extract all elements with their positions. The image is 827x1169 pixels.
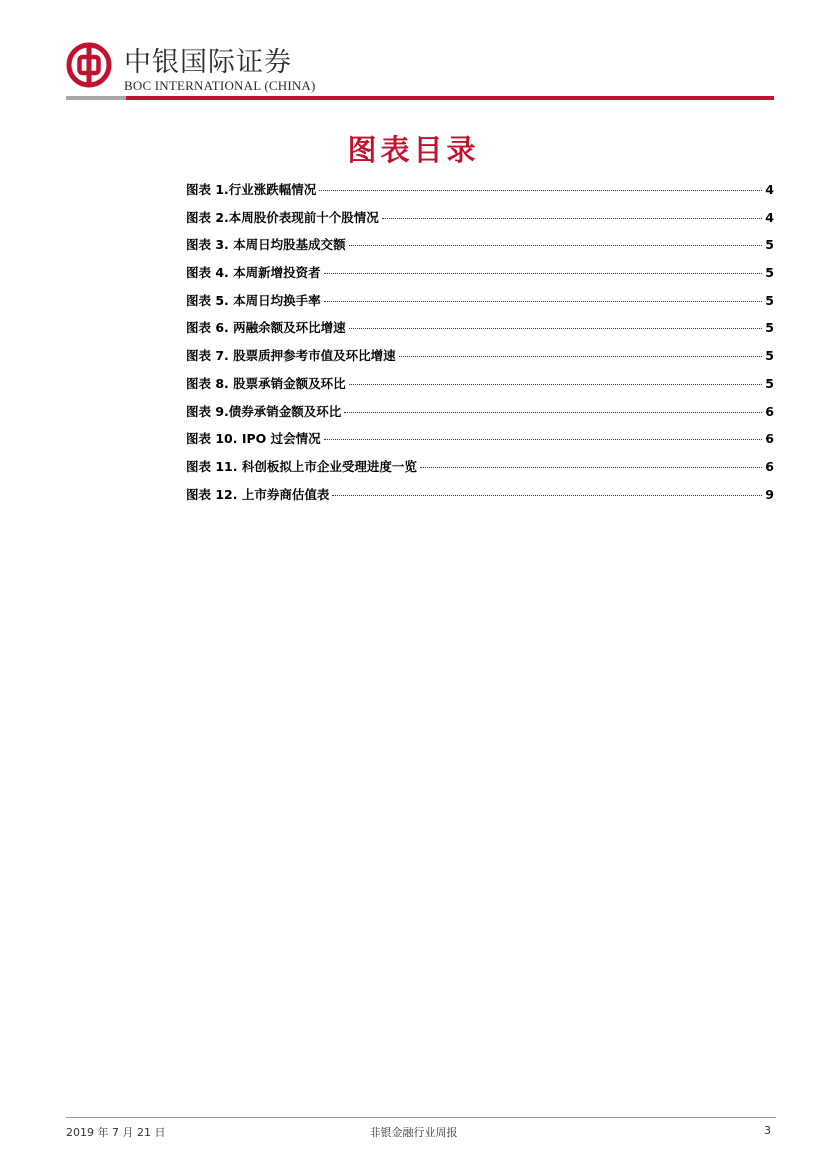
brand-name-chinese: 中银国际证券: [124, 47, 292, 78]
footer-report-name: 非银金融行业周报: [369, 1126, 458, 1139]
footer-date: 2019 年 7 月 21 日: [66, 1126, 166, 1139]
toc-entry[interactable]: [186, 346, 774, 374]
toc-dot-leader: [349, 245, 763, 246]
toc-entry-label: 图表 1.行业涨跌幅情况: [186, 182, 317, 197]
toc-entry[interactable]: [186, 457, 774, 485]
toc-entry-label: 图表 3. 本周日均股基成交额: [186, 237, 346, 253]
toc-entry[interactable]: [186, 402, 774, 430]
toc-dot-leader: [324, 439, 763, 440]
brand-name-english: BOC INTERNATIONAL (CHINA): [124, 78, 316, 93]
toc-entry[interactable]: [186, 485, 774, 513]
toc-entry[interactable]: [186, 235, 774, 263]
toc-entry-label: 图表 7. 股票质押参考市值及环比增速: [186, 348, 396, 364]
toc-entry[interactable]: [186, 208, 774, 236]
toc-entry-page: 6: [765, 403, 774, 419]
toc-entry[interactable]: [186, 291, 774, 319]
toc-entry-label: 图表 2.本周股价表现前十个股情况: [186, 209, 379, 225]
footer-divider: [66, 1117, 776, 1118]
toc-entry-page: 4: [765, 209, 774, 225]
toc-title: 图表目录: [347, 133, 480, 167]
toc-entry[interactable]: [186, 429, 774, 457]
toc-dot-leader: [382, 218, 762, 219]
toc-dot-leader: [399, 356, 763, 357]
toc-dot-leader: [420, 467, 762, 468]
toc-entry-page: 5: [765, 375, 774, 391]
toc-entry-page: 6: [765, 458, 774, 474]
toc-entry-label: 图表 10. IPO 过会情况: [186, 431, 321, 447]
toc-entry[interactable]: [186, 318, 774, 346]
footer-page-number: 3: [764, 1124, 771, 1137]
header-divider: [66, 96, 774, 100]
toc-dot-leader: [349, 328, 763, 329]
toc-dot-leader: [349, 384, 763, 385]
toc-entry-page: 5: [765, 348, 774, 364]
toc-entry-label: 图表 8. 股票承销金额及环比: [186, 375, 346, 391]
toc-entry-page: 5: [765, 265, 774, 281]
toc-dot-leader: [324, 301, 763, 302]
toc-entry-page: 9: [765, 486, 774, 502]
toc-dot-leader: [332, 495, 762, 496]
table-of-figures: [186, 180, 774, 512]
toc-entry-label: 图表 5. 本周日均换手率: [186, 292, 321, 308]
toc-entry-page: 5: [765, 292, 774, 308]
toc-entry-page: 5: [765, 237, 774, 253]
toc-entry-label: 图表 6. 两融余额及环比增速: [186, 320, 346, 336]
toc-dot-leader: [344, 412, 762, 413]
toc-entry[interactable]: [186, 180, 774, 208]
toc-entry-page: 6: [765, 431, 774, 447]
toc-entry[interactable]: [186, 263, 774, 291]
boc-logo-icon: [66, 42, 112, 88]
toc-dot-leader: [319, 190, 762, 191]
toc-dot-leader: [324, 273, 763, 274]
toc-entry-page: 5: [765, 320, 774, 336]
toc-entry-label: 图表 12. 上市券商估值表: [186, 486, 330, 502]
toc-entry-label: 图表 4. 本周新增投资者: [186, 265, 321, 281]
toc-entry-label: 图表 11. 科创板拟上市企业受理进度一览: [186, 458, 417, 474]
toc-entry-label: 图表 9.债券承销金额及环比: [186, 403, 342, 419]
toc-entry-page: 4: [765, 182, 774, 197]
toc-entry[interactable]: [186, 374, 774, 402]
